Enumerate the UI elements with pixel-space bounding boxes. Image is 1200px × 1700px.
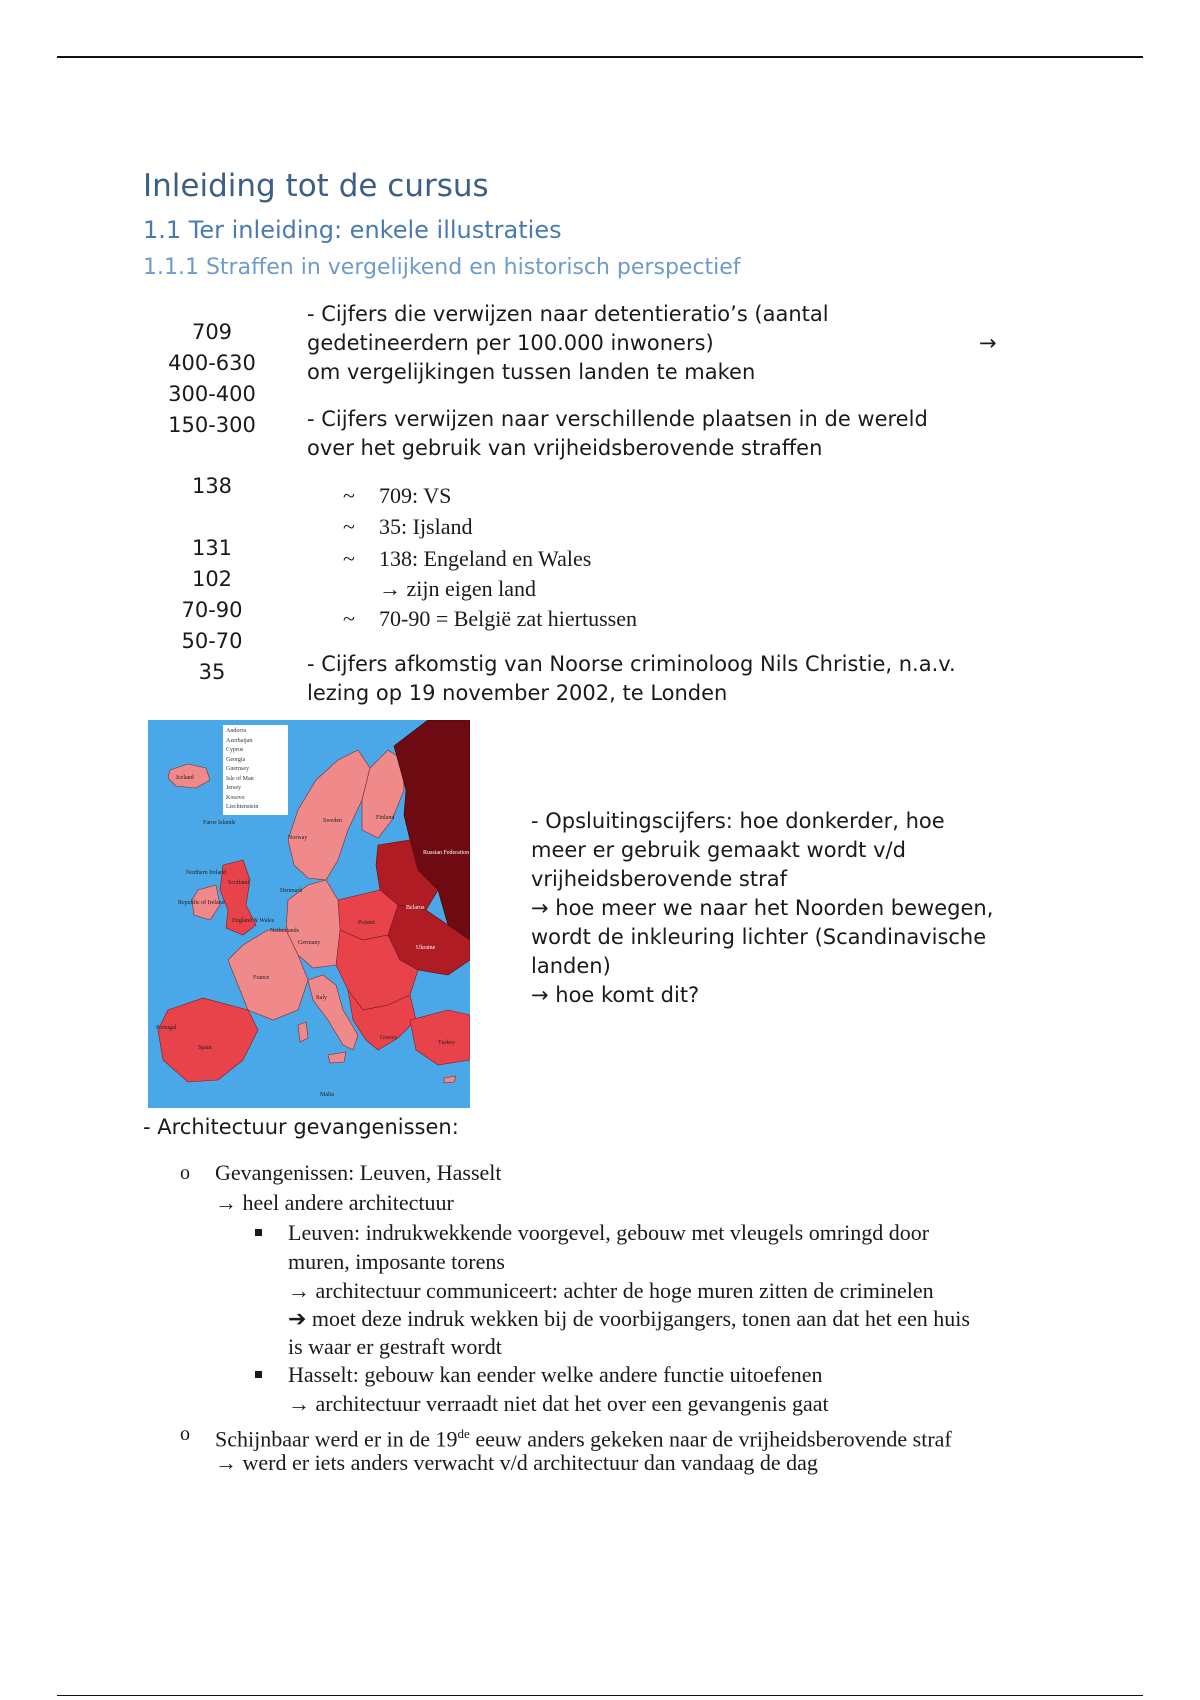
legend-item: Andorra — [226, 728, 246, 734]
map-note-line7: → hoe komt dit? — [531, 983, 700, 1007]
map-label-denmark: Denmark — [280, 888, 303, 894]
europe-incarceration-map — [148, 720, 470, 1108]
arrow-icon: → — [979, 331, 997, 355]
circle-bullet: o — [180, 1162, 190, 1184]
map-label-malta: Malta — [320, 1092, 334, 1098]
note-p3-line1: - Cijfers afkomstig van Noorse criminoloog Nils Christie, n.a.v. — [307, 652, 956, 676]
legend-item: Guernsey — [226, 766, 249, 772]
map-note-line3: vrijheidsberovende straf — [531, 867, 787, 891]
tilde-bullet: ~ — [343, 606, 355, 631]
arch-item-2-arrow: → werd er iets anders verwacht v/d architectuur dan vandaag de dag — [215, 1450, 818, 1475]
map-label-ukraine: Ukraine — [416, 945, 436, 951]
map-label-germany: Germany — [298, 940, 321, 946]
arch-item-1: Gevangenissen: Leuven, Hasselt — [215, 1160, 502, 1185]
note-item-engeland-sub: → zijn eigen land — [379, 576, 537, 601]
map-label-faroe: Faroe Islands — [203, 820, 236, 826]
map-legend — [223, 725, 288, 815]
map-label-turkey: Turkey — [438, 1040, 456, 1046]
heading-2: 1.1 Ter inleiding: enkele illustraties — [143, 216, 562, 244]
heading-1: Inleiding tot de cursus — [143, 168, 489, 204]
architecture-title: - Architectuur gevangenissen: — [143, 1115, 459, 1139]
note-item-belgie: 70-90 = België zat hiertussen — [379, 606, 638, 631]
legend-item: Liechtenstein — [226, 804, 259, 810]
map-label-poland: Poland — [358, 920, 375, 926]
legend-item: Georgia — [226, 756, 246, 763]
map-note-line2: meer er gebruik gemaakt wordt v/d — [531, 838, 906, 862]
arch-hasselt-line1: Hasselt: gebouw kan eender welke andere functie uitoefenen — [288, 1362, 823, 1387]
arch-leuven-line3: → architectuur communiceert: achter de hoge muren zitten de criminelen — [288, 1278, 934, 1303]
map-label-russia: Russian Federation — [423, 850, 470, 856]
arch-hasselt-line2: → architectuur verraadt niet dat het over een gevangenis gaat — [288, 1391, 829, 1416]
map-note-line6: landen) — [531, 954, 611, 978]
map-label-portugal: Portugal — [156, 1025, 177, 1031]
note-p3-line2: lezing op 19 november 2002, te Londen — [307, 681, 728, 705]
map-label-scotland: Scotland — [228, 880, 249, 886]
heading-3: 1.1.1 Straffen in vergelijkend en historisch perspectief — [143, 255, 741, 280]
square-bullet — [255, 1229, 262, 1236]
rate-number: 102 — [191, 567, 233, 591]
tilde-bullet: ~ — [343, 514, 355, 539]
tilde-bullet: ~ — [343, 546, 355, 571]
top-rule — [57, 56, 1143, 58]
map-note-line4: → hoe meer we naar het Noorden bewegen, — [531, 896, 994, 920]
map-label-norway: Norway — [288, 835, 308, 841]
map-label-sweden: Sweden — [323, 818, 342, 824]
note-p1-line1: - Cijfers die verwijzen naar detentieratio’s (aantal — [307, 302, 829, 326]
legend-item: Azerbaijan — [226, 737, 253, 744]
map-label-ireland: Republic of Ireland — [178, 900, 225, 906]
arch-item-2-text: Schijnbaar werd er in de 19 — [215, 1426, 458, 1452]
note-p2-line2: over het gebruik van vrijheidsberovende straffen — [307, 436, 823, 460]
rate-number: 300-400 — [168, 382, 256, 406]
map-label-england-wales: England & Wales — [232, 918, 275, 924]
arch-leuven-line1: Leuven: indrukwekkende voorgevel, gebouw met vleugels omringd door — [288, 1220, 930, 1245]
note-item-ijsland: 35: Ijsland — [379, 514, 473, 539]
arch-leuven-line4: ➔ moet deze indruk wekken bij de voorbijgangers, tonen aan dat het een huis — [288, 1306, 970, 1331]
bottom-rule — [57, 1695, 1143, 1696]
map-graphic — [148, 720, 470, 1108]
map-label-northern-ireland: Northern Ireland — [186, 870, 227, 876]
map-label-france: France — [253, 975, 270, 981]
map-label-spain: Spain — [198, 1045, 212, 1051]
map-label-italy: Italy — [316, 995, 327, 1001]
map-label-greece: Greece — [380, 1035, 397, 1041]
note-p2-line1: - Cijfers verwijzen naar verschillende plaatsen in de wereld — [307, 407, 928, 431]
note-p1-line2: gedetineerdern per 100.000 inwoners) — [307, 331, 714, 355]
rate-number: 150-300 — [168, 413, 256, 437]
tilde-bullet: ~ — [343, 483, 355, 508]
legend-item: Jersey — [226, 785, 241, 791]
arch-leuven-line2: muren, imposante torens — [288, 1249, 505, 1274]
rate-number: 50-70 — [181, 629, 243, 653]
arch-leuven-line5: is waar er gestraft wordt — [288, 1334, 502, 1359]
note-item-engeland: 138: Engeland en Wales — [379, 546, 592, 571]
note-item-vs: 709: VS — [379, 483, 452, 508]
map-label-belarus: Belarus — [406, 905, 425, 911]
map-label-iceland: Iceland — [176, 775, 194, 781]
rate-number: 70-90 — [181, 598, 243, 622]
map-label-finland: Finland — [376, 815, 395, 821]
legend-item: Kosovo — [226, 794, 245, 801]
arch-item-2-text-end: eeuw anders gekeken naar de vrijheidsberovende straf — [469, 1426, 952, 1452]
circle-bullet: o — [180, 1423, 190, 1445]
rate-number: 35 — [198, 660, 226, 684]
legend-item: Cyprus — [226, 747, 244, 753]
rate-number: 400-630 — [168, 351, 256, 375]
arch-item-2-sup: de — [457, 1426, 470, 1441]
note-p1-line3: om vergelijkingen tussen landen te maken — [307, 360, 756, 384]
rate-number: 138 — [191, 474, 233, 498]
rate-number: 131 — [191, 536, 233, 560]
rate-number: 709 — [191, 320, 233, 344]
square-bullet — [255, 1371, 262, 1378]
arch-item-1-arrow: → heel andere architectuur — [215, 1190, 454, 1215]
map-note-line5: wordt de inkleuring lichter (Scandinavische — [531, 925, 987, 949]
legend-item: Isle of Man — [226, 775, 254, 782]
map-label-netherlands: Netherlands — [270, 928, 299, 934]
map-note-line1: - Opsluitingscijfers: hoe donkerder, hoe — [531, 809, 945, 833]
